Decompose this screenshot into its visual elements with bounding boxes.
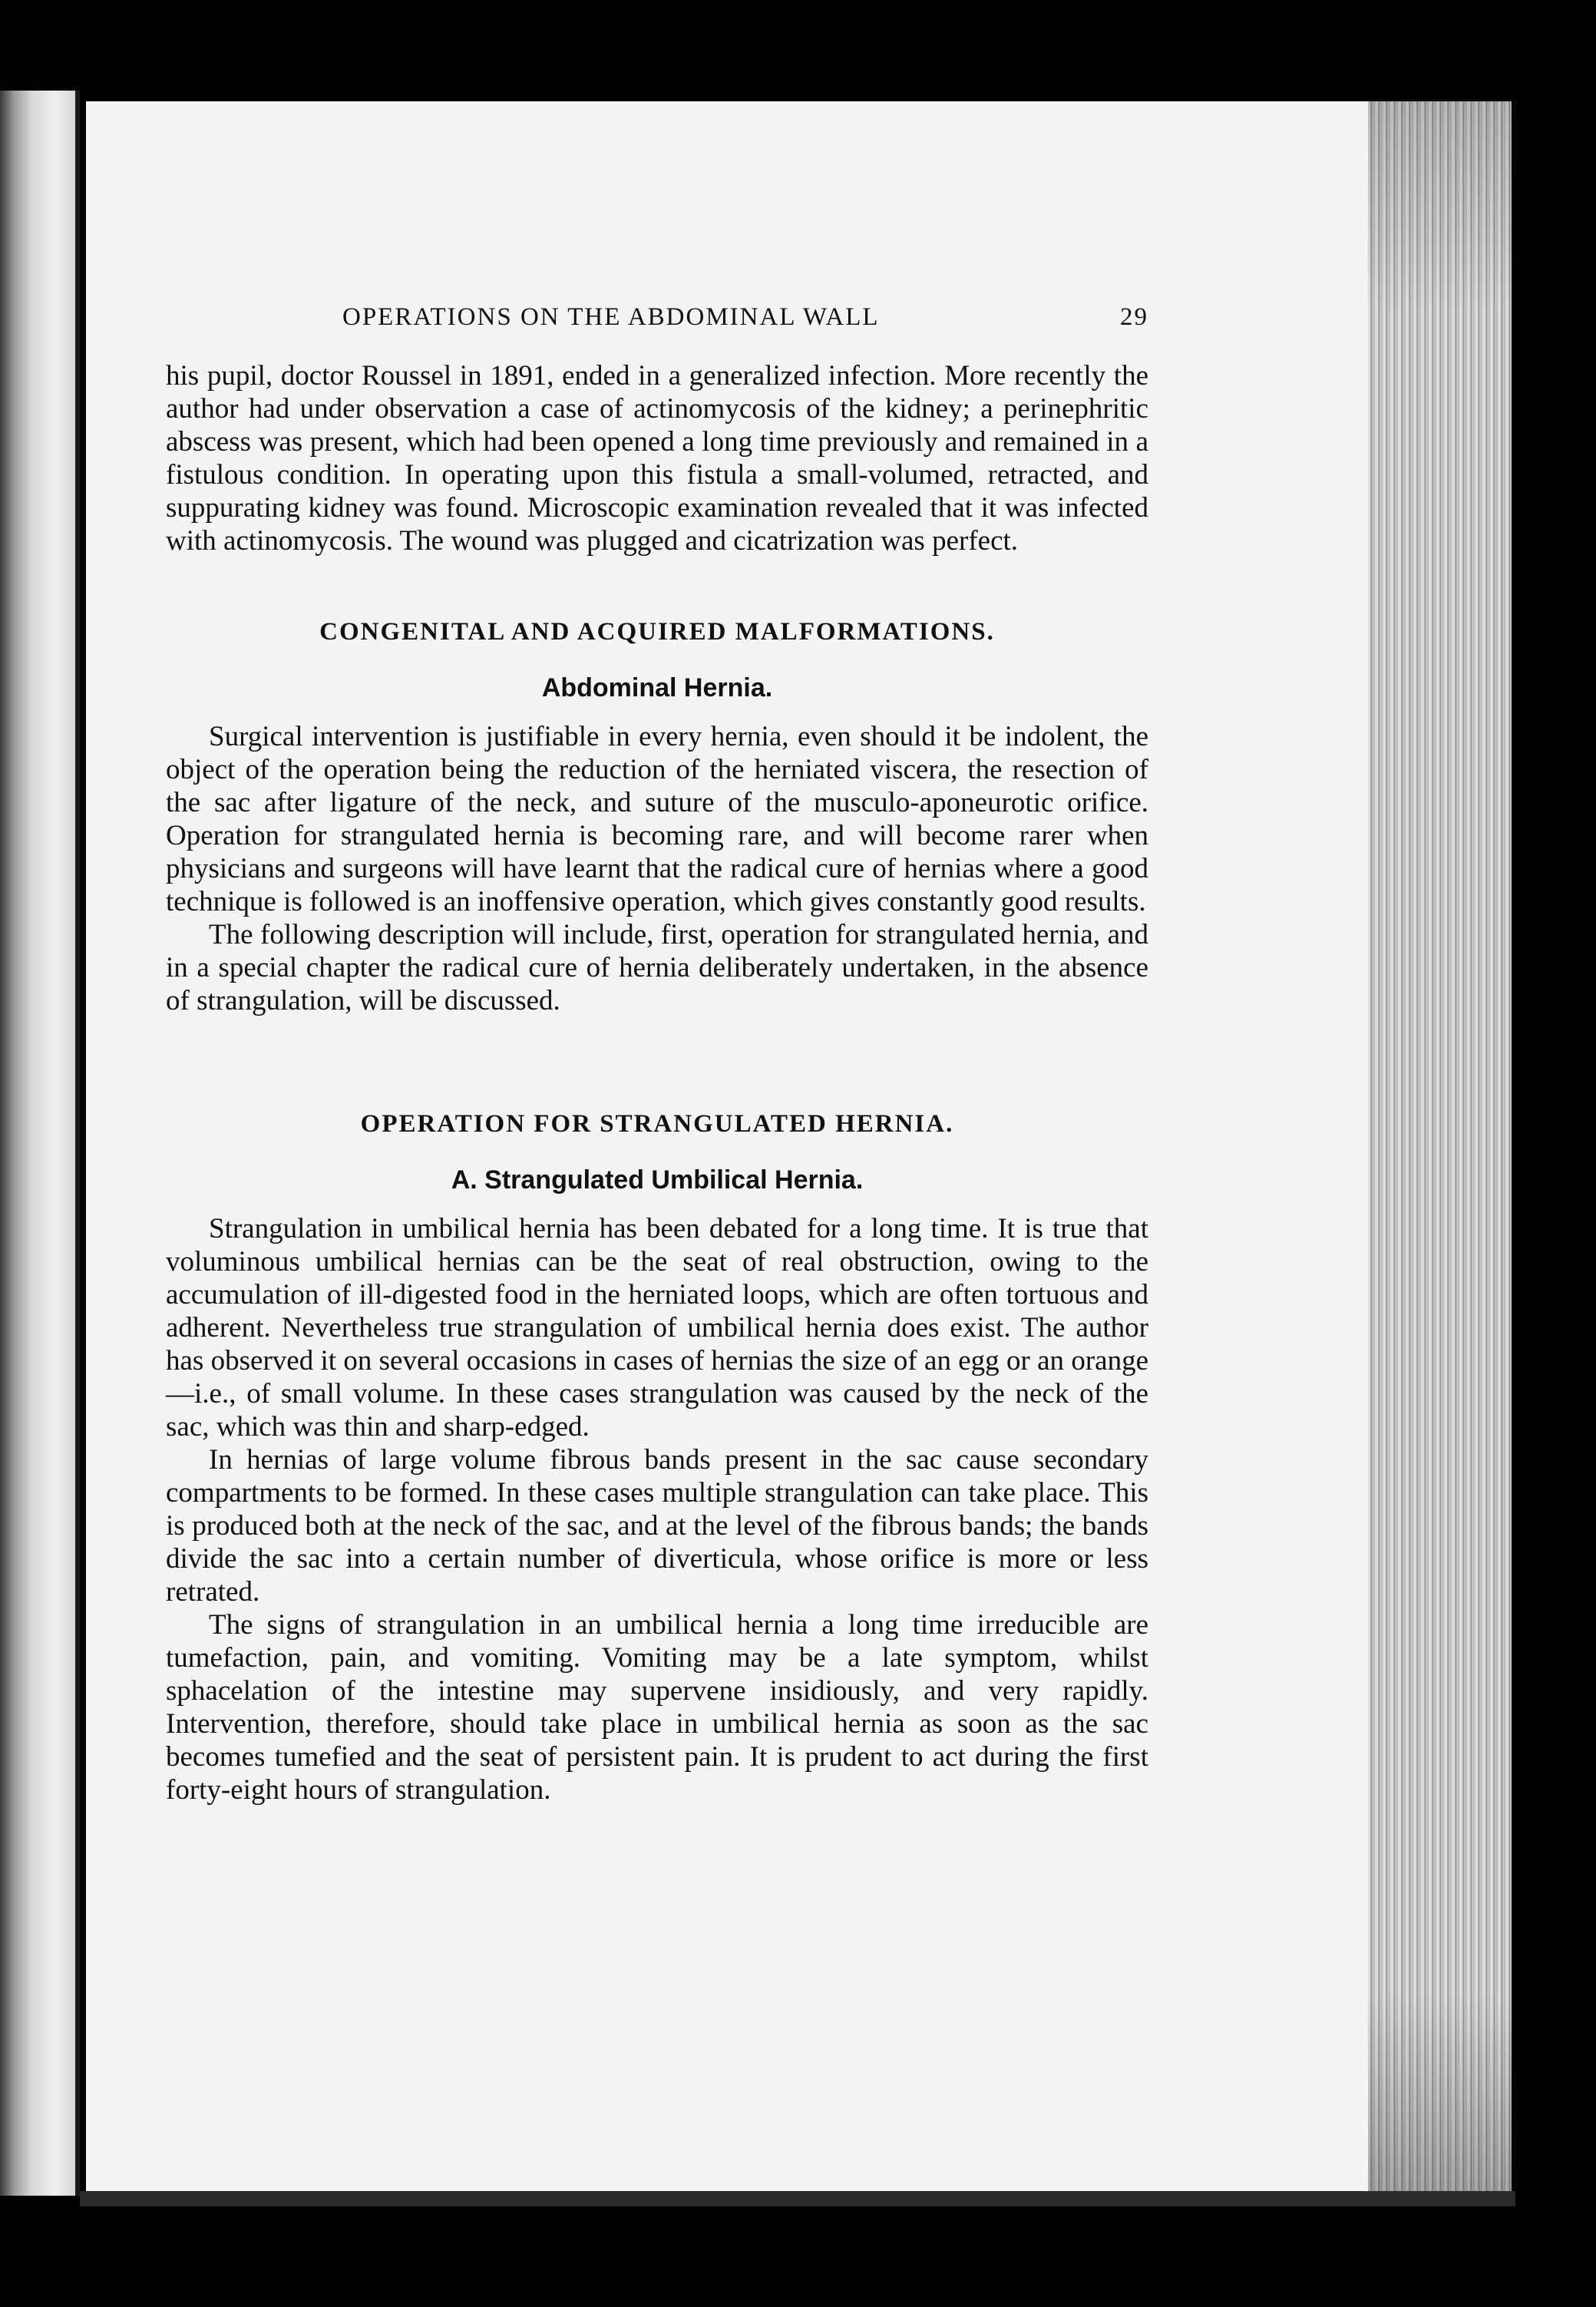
page-number: 29 (1120, 303, 1148, 331)
paragraph: The following description will include, first, operation for strangulated hernia, and in a special chapter the radical cure of hernia deliberately undertaken, in the absence of strangulation, will be discussed. (166, 919, 1148, 1016)
paragraph: Surgical intervention is justifiable in every hernia, even should it be indolent, the object of the operation being the reduction of the herniated viscera, the resection of the sac after ligature of the neck, and suture of the musculo-aponeurotic orifice. Operation for strangulated hernia is becoming rare, and will become rarer when physicians and surgeons will have learnt that the radical cure of hernias where a good technique is followed is an inoffensive operation, which gives constantly good results. (166, 721, 1148, 917)
book-fore-edge (1368, 101, 1512, 2205)
paragraph: The signs of strangulation in an umbilical hernia a long time irreducible are tumefaction, pain, and vomiting. Vomiting may be a late symptom, whilst sphacelation of the intestine may supervene insidiously, and very rapidly. Intervention, therefore, should take place in umbilical hernia as soon as the sac becomes tumefied and the seat of persistent pain. It is prudent to act during the first forty-eight hours of strangulation. (166, 1609, 1148, 1806)
subheading-umbilical-hernia: A. Strangulated Umbilical Hernia. (451, 1165, 864, 1195)
subheading-abdominal-hernia: Abdominal Hernia. (541, 673, 773, 702)
paragraph: Strangulation in umbilical hernia has been debated for a long time. It is true that voluminous umbilical hernias can be the seat of real obstruction, owing to the accumulation of ill-digested food in the herniated loops, which are often tortuous and adherent. Nevertheless true strangulation of umbilical hernia does exist. The author has observed it on several occasions in cases of hernias the size of an egg or an orange—i.e., of small volume. In these cases strangulation was caused by the neck of the sac, which was thin and sharp-edged. (166, 1213, 1148, 1443)
paragraph: In hernias of large volume fibrous bands present in the sac cause secondary compartments to be formed. In these cases multiple strangulation can take place. This is produced both at the neck of the sac, and at the level of the fibrous bands; the bands divide the sac into a certain number of diverticula, whose orifice is more or less retrated. (166, 1444, 1148, 1608)
running-head (166, 301, 1148, 339)
left-page-edge (0, 91, 80, 2196)
section-heading-malformations: CONGENITAL AND ACQUIRED MALFORMATIONS. (319, 618, 995, 646)
intro-paragraph: his pupil, doctor Roussel in 1891, ended in a generalized infection. More recently the author had under observation a case of actinomycosis of the kidney; a perinephritic abscess was present, which had been opened a long time previously and remained in a fistulous condition. In operating upon this fistula a small-volumed, retracted, and suppurating kidney was found. Microscopic examination revealed that it was infected with actinomycosis. The wound was plugged and cicatrization was perfect. (166, 360, 1148, 557)
section-heading-strangulated-hernia: OPERATION FOR STRANGULATED HERNIA. (360, 1110, 954, 1138)
page-text (166, 301, 1148, 1806)
page-bottom-shadow (80, 2191, 1515, 2206)
running-head-title: OPERATIONS ON THE ABDOMINAL WALL (342, 303, 880, 331)
